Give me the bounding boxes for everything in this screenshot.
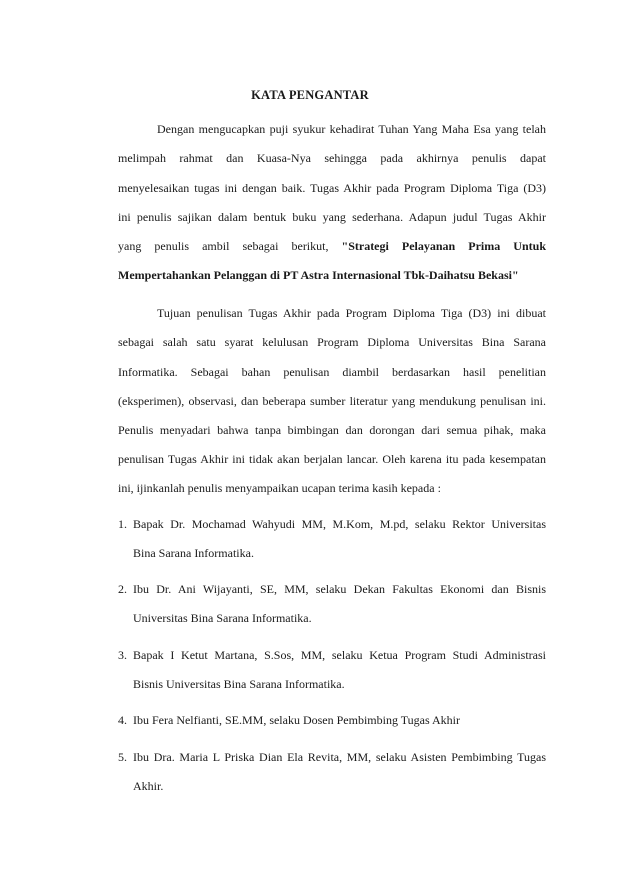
- page-title: KATA PENGANTAR: [251, 88, 369, 102]
- paragraph-2-line-3: Informatika. Sebagai bahan penulisan diambil berdasarkan hasil penelitian: [118, 365, 546, 379]
- paragraph-2-line-4: (eksperimen), observasi, dan beberapa sumber literatur yang mendukung penulisan ini.: [118, 394, 546, 408]
- list-item-1-line-1: Bapak Dr. Mochamad Wahyudi MM, M.Kom, M.pd, selaku Rektor Universitas: [133, 517, 546, 531]
- list-item-5-number: 5.: [118, 750, 127, 764]
- paragraph-1-line-1: Dengan mengucapkan puji syukur kehadirat Tuhan Yang Maha Esa yang telah: [157, 122, 546, 136]
- list-item-2-line-2: Universitas Bina Sarana Informatika.: [133, 611, 312, 625]
- list-item-1-line-2: Bina Sarana Informatika.: [133, 546, 254, 560]
- list-item-5-line-1: Ibu Dra. Maria L Priska Dian Ela Revita, MM, selaku Asisten Pembimbing Tugas: [133, 750, 546, 764]
- paragraph-2-line-7: ini, ijinkanlah penulis menyampaikan ucapan terima kasih kepada :: [118, 481, 441, 495]
- paragraph-2-line-2: sebagai salah satu syarat kelulusan Program Diploma Universitas Bina Sarana: [118, 335, 546, 349]
- paragraph-1-line-3: menyelesaikan tugas ini dengan baik. Tugas Akhir pada Program Diploma Tiga (D3): [118, 181, 546, 195]
- list-item-4-number: 4.: [118, 713, 127, 727]
- paragraph-1-line-5: [118, 239, 546, 253]
- list-item-2-number: 2.: [118, 582, 127, 596]
- paragraph-1-line-2: melimpah rahmat dan Kuasa-Nya sehingga pada akhirnya penulis dapat: [118, 151, 546, 165]
- paragraph-2-line-6: penulisan Tugas Akhir ini tidak akan berjalan lancar. Oleh karena itu pada kesempatan: [118, 452, 546, 466]
- list-item-2-line-1: Ibu Dr. Ani Wijayanti, SE, MM, selaku Dekan Fakultas Ekonomi dan Bisnis: [133, 582, 546, 596]
- thesis-title-part-2: Mempertahankan Pelanggan di PT Astra Internasional Tbk-Daihatsu Bekasi": [118, 268, 519, 282]
- list-item-3-line-2: Bisnis Universitas Bina Sarana Informatika.: [133, 677, 345, 691]
- list-item-5-line-2: Akhir.: [133, 779, 164, 793]
- list-item-3-number: 3.: [118, 648, 127, 662]
- list-item-4-line-1: Ibu Fera Nelfianti, SE.MM, selaku Dosen Pembimbing Tugas Akhir: [133, 713, 460, 727]
- paragraph-1-line-4: ini penulis sajikan dalam bentuk buku yang sederhana. Adapun judul Tugas Akhir: [118, 210, 546, 224]
- list-item-1-number: 1.: [118, 517, 127, 531]
- paragraph-1-line-5-text: yang penulis ambil sebagai berikut,: [118, 239, 329, 253]
- paragraph-2-line-1: Tujuan penulisan Tugas Akhir pada Program Diploma Tiga (D3) ini dibuat: [157, 306, 546, 320]
- list-item-3-line-1: Bapak I Ketut Martana, S.Sos, MM, selaku Ketua Program Studi Administrasi: [133, 648, 546, 662]
- paragraph-1-line-6: [118, 268, 546, 282]
- paragraph-2-line-5: Penulis menyadari bahwa tanpa bimbingan dan dorongan dari semua pihak, maka: [118, 423, 546, 437]
- thesis-title-part-1: "Strategi Pelayanan Prima Untuk: [341, 239, 546, 253]
